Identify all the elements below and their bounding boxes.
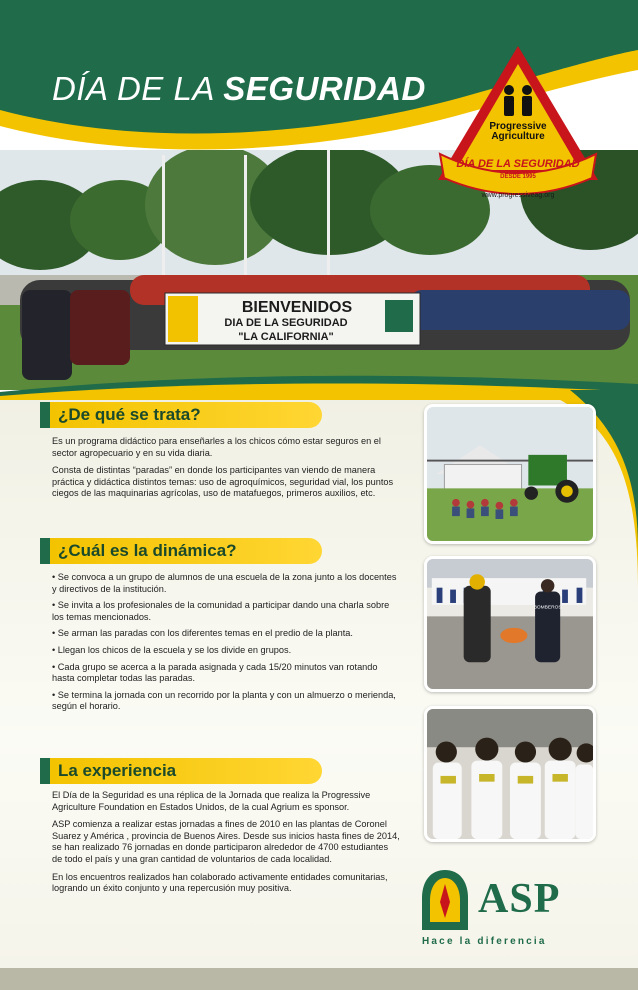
students-illustration: [427, 709, 593, 839]
asp-tagline: Hace la diferencia: [422, 936, 547, 947]
photo-tractor-station: [424, 404, 596, 544]
paragraph: En los encuentros realizados han colaborado activamente entidades comunitarias, logrando un éxito conjunto y una repercusión muy positiva.: [52, 871, 388, 894]
list-item: • Llegan los chicos de la escuela y se los divide en grupos.: [52, 644, 292, 655]
asp-brand-text: ASP: [478, 876, 561, 922]
section-heading-dinamica: ¿Cuál es la dinámica?: [50, 538, 322, 564]
section-heading-experiencia: La experiencia: [50, 758, 322, 784]
list-item: • Se termina la jornada con un recorrido por la planta y con un almuerzo o merienda, según el horario.: [52, 689, 396, 712]
paragraph: Es un programa didáctico para enseñarles a los chicos cómo estar seguros en el sector agropecuario y en su vida diaria.: [52, 436, 381, 458]
page-title: DÍA DE LA SEGURIDAD: [52, 70, 426, 107]
section-body-experiencia: [52, 790, 400, 901]
footer-bar: [0, 968, 638, 990]
logo-since: DESDE 1995: [500, 174, 536, 180]
photo-students-aprons: [424, 706, 596, 842]
hero-banner-line1: BIENVENIDOS: [241, 299, 353, 316]
hero-banner-line2: DIA DE LA SEGURIDAD: [224, 317, 348, 329]
list-item: • Cada grupo se acerca a la parada asignada y cada 15/20 minutos van rotando hasta completar todas las paradas.: [52, 661, 378, 684]
logo-banner-text: DÍA DE LA SEGURIDAD: [456, 158, 580, 170]
hero-banner-line3: "LA CALIFORNIA": [238, 331, 334, 343]
paragraph: ASP comienza a realizar estas jornadas a fines de 2010 en las plantas de Coronel Suarez y América , provincia de Buenos Aires. Desde sus inicios hasta fines de 2014, se han realizado 76 jornadas en donde participaron alrededor de 4700 estudiantes de todo el país y una gran cantidad de voluntarios de cada localidad.: [52, 819, 400, 864]
list-item: • Se arman las paradas con los diferentes temas en el predio de la planta.: [52, 628, 353, 639]
list-item: • Se invita a los profesionales de la comunidad a participar dando una charla sobre los temas mencionados.: [52, 600, 390, 622]
paragraph: El Día de la Seguridad es una réplica de la Jornada que realiza la Progressive Agriculture Foundation en Estados Unidos, de la cual Agrium es sponsor.: [52, 790, 371, 812]
photo-firefighters: [424, 556, 596, 692]
list-item: • Se convoca a un grupo de alumnos de una escuela de la zona junto a los docentes y directivos de la institución.: [52, 572, 397, 594]
firefighter-illustration: [427, 559, 593, 689]
logo-url: www.progressiveag.org: [481, 192, 555, 199]
vest-label: BOMBEROS: [533, 605, 562, 611]
logo-brand: Progressive Agriculture: [489, 121, 547, 142]
paragraph: Consta de distintas “paradas” en donde los participantes van viendo de manera práctica y didáctica distintos temas: uso de agroquímicos, seguridad vial, los puntos ciegos de las maquinarias agrícolas, uso de matafuegos, primeros auxilios, etc.: [52, 465, 394, 499]
section-body-que-es: [52, 436, 400, 506]
section-body-dinamica: [52, 572, 400, 718]
tractor-illustration: [427, 407, 593, 541]
asp-logo-icon: [420, 868, 470, 932]
section-heading-que-es: ¿De qué se trata?: [50, 402, 322, 428]
